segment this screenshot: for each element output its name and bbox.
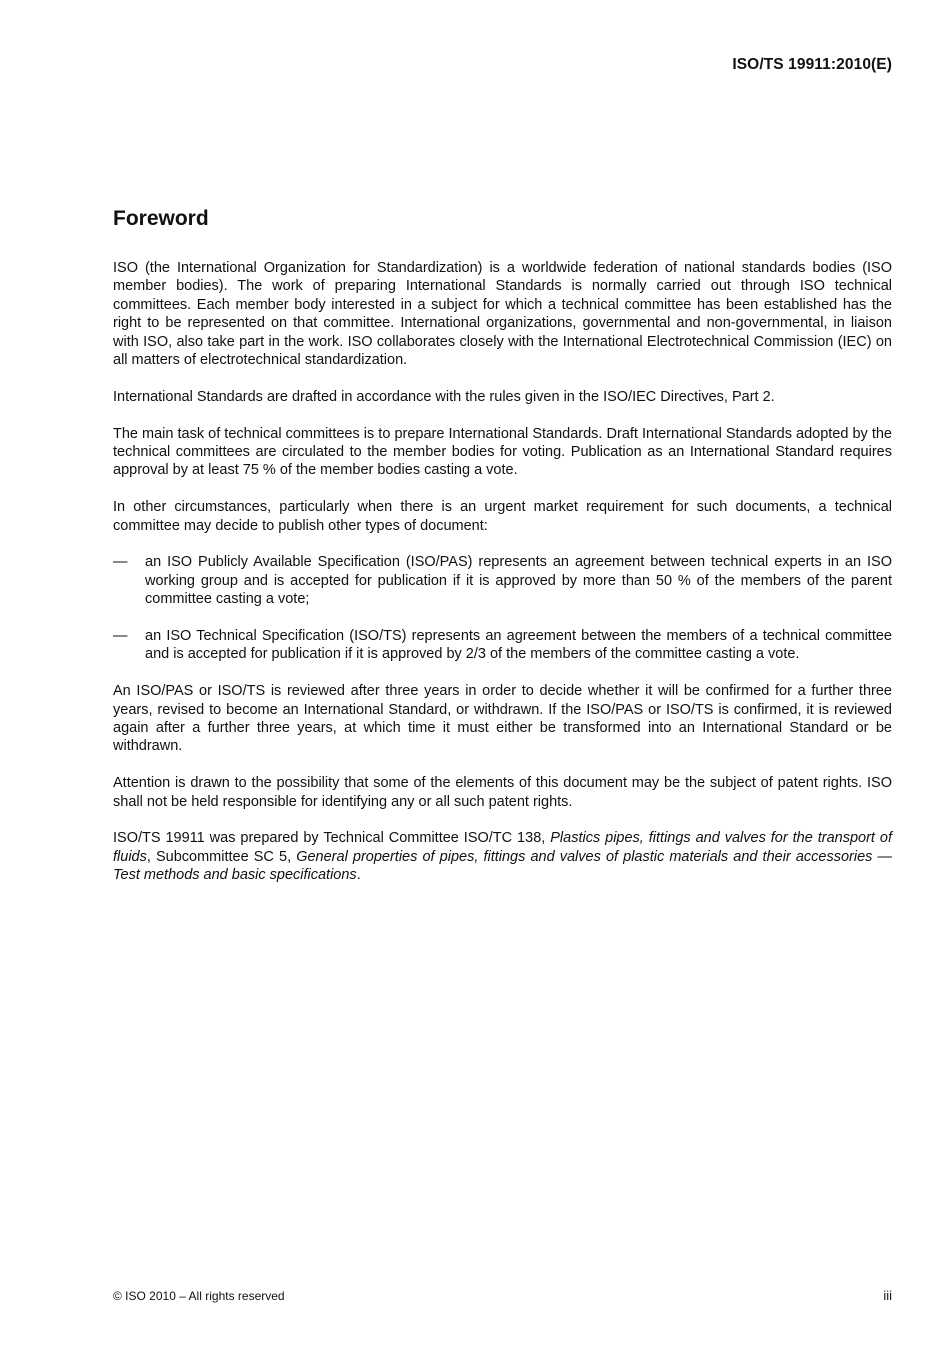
prepared-text-3: . xyxy=(356,867,361,884)
paragraph-patent: Attention is drawn to the possibility that some of the elements of this document may be the subject of patent rights. ISO shall not be held responsible for identifying any or all such patent rights. xyxy=(113,775,892,810)
list-item-text: an ISO Publicly Available Specification (ISO/PAS) represents an agreement between technical experts in an ISO working group and is accepted for publication if it is approved by more than 50 % of the members of the parent committee casting a vote; xyxy=(145,554,892,608)
page-number: iii xyxy=(883,1288,892,1303)
committee-title: Plastics pipes, fittings and valves for the transport of fluids xyxy=(113,830,892,865)
paragraph-review: An ISO/PAS or ISO/TS is reviewed after three years in order to decide whether it will be confirmed for a further three years, revised to become an International Standard, or withdrawn. If the ISO/PAS or ISO/TS is confirmed, it is reviewed again after a further three years, at which time it must either be transformed into an International Standard or be withdrawn. xyxy=(113,683,892,755)
foreword-section xyxy=(113,207,892,903)
page-title: Foreword xyxy=(113,207,209,230)
paragraph-main-task: The main task of technical committees is to prepare International Standards. Draft International Standards adopted by the technical committees are circulated to the member bodies for voting. Publication as an International Standard requires approval by at least 75 % of the member bodies casting a vote. xyxy=(113,425,892,479)
paragraph-iso-intro: ISO (the International Organization for Standardization) is a worldwide federation of national standards bodies (ISO member bodies). The work of preparing International Standards is normally carried out through ISO technical committees. Each member body interested in a subject for which a technical committee has been established has the right to be represented on that committee. International organizations, governmental and non-governmental, in liaison with ISO, also take part in the work. ISO collaborates closely with the International Electrotechnical Commission (IEC) on all matters of electrotechnical standardization. xyxy=(113,260,892,369)
copyright-notice: © ISO 2010 – All rights reserved xyxy=(113,1289,285,1303)
list-item xyxy=(113,627,892,664)
prepared-text-1: ISO/TS 19911 was prepared by Technical Committee ISO/TC 138, xyxy=(113,830,551,847)
paragraph-other-circumstances: In other circumstances, particularly when there is an urgent market requirement for such documents, a technical committee may decide to publish other types of document: xyxy=(113,499,892,534)
prepared-text-2: , Subcommittee SC 5, xyxy=(146,848,297,865)
document-reference: ISO/TS 19911:2010(E) xyxy=(732,56,892,73)
dash-bullet: — xyxy=(113,554,128,571)
paragraph-directives: International Standards are drafted in accordance with the rules given in the ISO/IEC Directives, Part 2. xyxy=(113,388,775,405)
subcommittee-title: General properties of pipes, fittings and valves of plastic materials and their accessories — Test methods and basic specifications xyxy=(113,848,893,884)
paragraph-prepared-by xyxy=(113,829,892,884)
dash-bullet: — xyxy=(113,628,128,645)
list-item xyxy=(113,553,892,608)
list-item-text: an ISO Technical Specification (ISO/TS) represents an agreement between the members of a technical committee and is accepted for publication if it is approved by 2/3 of the members of the committee casting a vote. xyxy=(145,628,892,663)
